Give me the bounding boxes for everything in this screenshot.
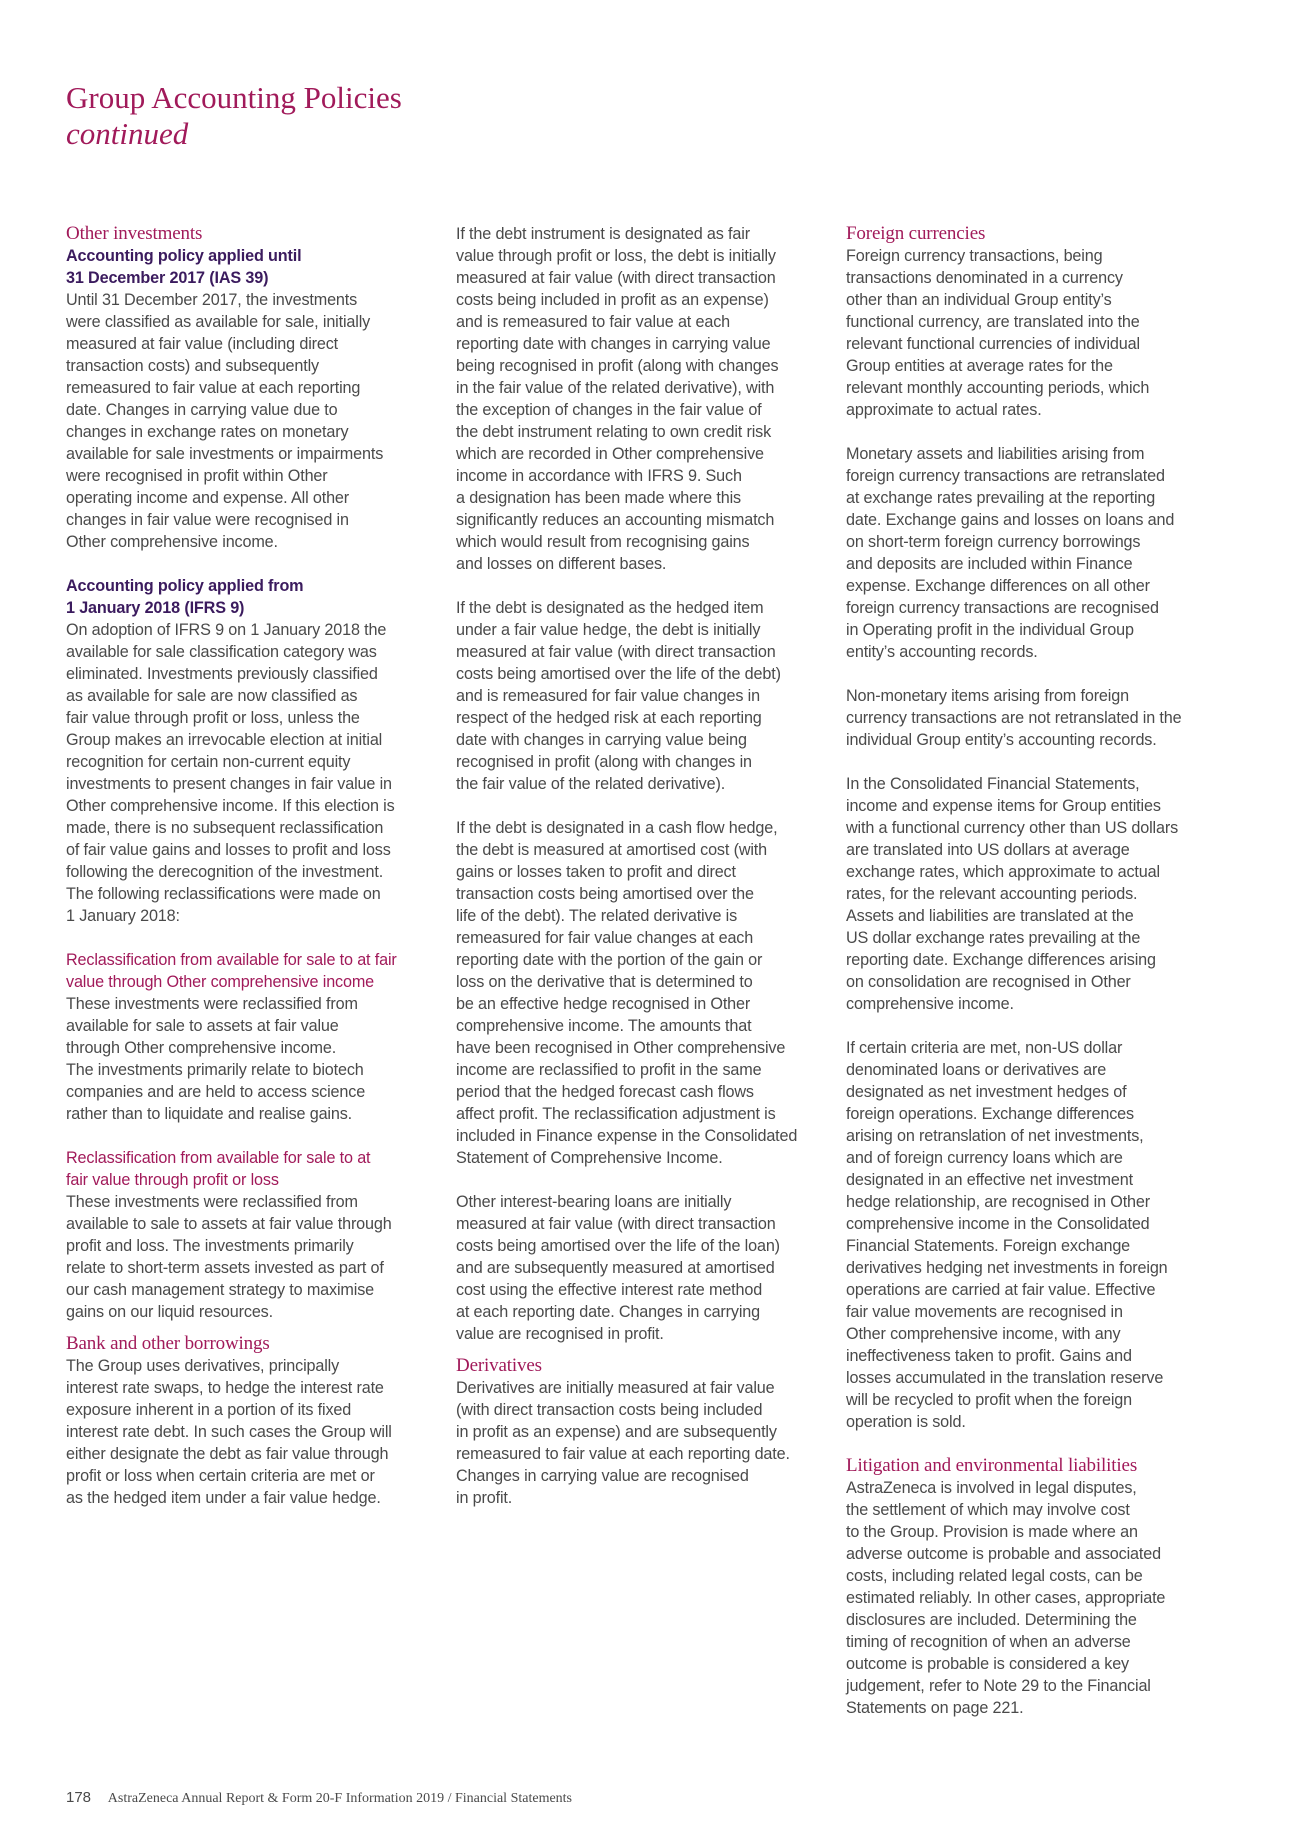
paragraph-fx-consolidation: In the Consolidated Financial Statements, income and expense items for Group entities with a functional currency other than US dollars are translated into US dollars at average exchange rates, which approximate to actual rates, for the relevant accounting periods. Assets and liabilities are translated at the US dollar exchange rates prevailing at the reporting date. Exchange differences arising on consolidation are recognised in Other comprehensive income. bbox=[846, 775, 1179, 1013]
column-1 bbox=[66, 223, 436, 1509]
subheading-reclass-oci: Reclassification from available for sale to at fair value through Other comprehensive income bbox=[66, 951, 397, 991]
subheading-policy-until-2017: Accounting policy applied until 31 December 2017 (IAS 39) bbox=[66, 247, 302, 287]
page-number: 178 bbox=[66, 1789, 92, 1806]
column-2 bbox=[456, 223, 826, 1509]
page-footer bbox=[66, 1789, 572, 1807]
paragraph-fx-transactions: Foreign currency transactions, being transactions denominated in a currency other than an individual Group entity’s functional currency, are translated into the relevant functional currencies of individual Group entities at average rates for the relevant monthly accounting periods, which approximate to actual rates. bbox=[846, 247, 1150, 419]
paragraph-debt-fair-value-hedge: If the debt is designated as the hedged item under a fair value hedge, the debt is initially measured at fair value (with direct transaction costs being amortised over the life of the debt) and is remeasured for fair value changes in respect of the hedged risk at each reporting date with changes in carrying value being recognised in profit (along with changes in the fair value of the related derivative). bbox=[456, 599, 781, 793]
section-title-litigation: Litigation and environmental liabilities bbox=[846, 1455, 1138, 1476]
paragraph-bank-borrowings: The Group uses derivatives, principally interest rate swaps, to hedge the interest rate exposure inherent in a portion of its fixed interest rate debt. In such cases the Group will either designate the debt as fair value through profit or loss when certain criteria are met or as the hedged item under a fair value hedge. bbox=[66, 1357, 392, 1507]
page-title-main: Group Accounting Policies bbox=[66, 80, 402, 115]
section-title-other-investments: Other investments bbox=[66, 223, 203, 244]
paragraph-debt-fvtpl: If the debt instrument is designated as fair value through profit or loss, the debt is initially measured at fair value (with direct transaction costs being included in profit as an expense) and is remeasured to fair value at each reporting date with changes in carrying value being recognised in profit (along with changes in the fair value of the related derivative), with the exception of changes in the fair value of the debt instrument relating to own credit risk which are recorded in Other comprehensive income in accordance with IFRS 9. Such a designation has been made where this significantly reduces an accounting mismatch which would result from recognising gains and losses on different bases. bbox=[456, 225, 779, 573]
footer-text: AstraZeneca Annual Report & Form 20-F Information 2019 / Financial Statements bbox=[107, 1791, 573, 1806]
paragraph-policy-from-2018: On adoption of IFRS 9 on 1 January 2018 the available for sale classification category was eliminated. Investments previously classified as available for sale are now classified as fair value through profit or loss, unless the Group makes an irrevocable election at initial recognition for certain non-current equity investments to present changes in fair value in Other comprehensive income. If this election is made, there is no subsequent reclassification of fair value gains and losses to profit and loss following the derecognition of the investment. The following reclassifications were made on 1 January 2018: bbox=[66, 621, 395, 925]
section-title-derivatives: Derivatives bbox=[456, 1355, 542, 1376]
paragraph-reclass-pl: These investments were reclassified from available to sale to assets at fair value through profit and loss. The investments primarily relate to short-term assets invested as part of our cash management strategy to maximise gains on our liquid resources. bbox=[66, 1193, 392, 1321]
paragraph-policy-until-2017: Until 31 December 2017, the investments were classified as available for sale, initially measured at fair value (including direct transaction costs) and subsequently remeasured to fair value at each reporting date. Changes in carrying value due to changes in exchange rates on monetary available for sale investments or impairments were recognised in profit within Other operating income and expense. All other changes in fair value were recognised in Other comprehensive income. bbox=[66, 291, 384, 551]
column-3 bbox=[846, 223, 1216, 1719]
page-subtitle: continued bbox=[66, 116, 189, 151]
paragraph-litigation: AstraZeneca is involved in legal disputes, the settlement of which may involve cost to the Group. Provision is made where an adverse outcome is probable and associated costs, including related legal costs, can be estimated reliably. In other cases, appropriate disclosures are included. Determining the timing of recognition of when an adverse outcome is probable is considered a key judgement, refer to Note 29 to the Financial Statements on page 221. bbox=[846, 1479, 1166, 1717]
paragraph-fx-non-monetary: Non-monetary items arising from foreign currency transactions are not retranslated in the individual Group entity’s accounting records. bbox=[846, 687, 1182, 749]
subheading-policy-from-2018: Accounting policy applied from 1 January 2018 (IFRS 9) bbox=[66, 577, 304, 617]
subheading-reclass-pl: Reclassification from available for sale to at fair value through profit or loss bbox=[66, 1149, 371, 1189]
page-title bbox=[66, 80, 402, 152]
section-title-foreign-currencies: Foreign currencies bbox=[846, 223, 986, 244]
paragraph-other-loans: Other interest-bearing loans are initially measured at fair value (with direct transaction costs being amortised over the life of the loan) and are subsequently measured at amortised cost using the effective interest rate method at each reporting date. Changes in carrying value are recognised in profit. bbox=[456, 1193, 780, 1343]
paragraph-fx-net-investment-hedges: If certain criteria are met, non-US dollar denominated loans or derivatives are designated as net investment hedges of foreign operations. Exchange differences arising on retranslation of net investments, and of foreign currency loans which are designated in an effective net investment hedge relationship, are recognised in Other comprehensive income in the Consolidated Financial Statements. Foreign exchange derivatives hedging net investments in foreign operations are carried at fair value. Effective fair value movements are recognised in Other comprehensive income, with any ineffectiveness taken to profit. Gains and losses accumulated in the translation reserve will be recycled to profit when the foreign operation is sold. bbox=[846, 1039, 1168, 1431]
paragraph-reclass-oci: These investments were reclassified from available for sale to assets at fair value through Other comprehensive income. The investments primarily relate to biotech companies and are held to access science rather than to liquidate and realise gains. bbox=[66, 995, 366, 1123]
paragraph-derivatives: Derivatives are initially measured at fair value (with direct transaction costs being included in profit as an expense) and are subsequently remeasured to fair value at each reporting date. Changes in carrying value are recognised in profit. bbox=[456, 1379, 790, 1507]
paragraph-debt-cash-flow-hedge: If the debt is designated in a cash flow hedge, the debt is measured at amortised cost (with gains or losses taken to profit and direct transaction costs being amortised over the life of the debt). The related derivative is remeasured for fair value changes at each reporting date with the portion of the gain or loss on the derivative that is determined to be an effective hedge recognised in Other comprehensive income. The amounts that have been recognised in Other comprehensive income are reclassified to profit in the same period that the hedged forecast cash flows affect profit. The reclassification adjustment is included in Finance expense in the Consolidated Statement of Comprehensive Income. bbox=[456, 819, 798, 1167]
paragraph-fx-monetary: Monetary assets and liabilities arising from foreign currency transactions are retranslated at exchange rates prevailing at the reporting date. Exchange gains and losses on loans and on short-term foreign currency borrowings and deposits are included within Finance expense. Exchange differences on all other foreign currency transactions are recognised in Operating profit in the individual Group entity’s accounting records. bbox=[846, 445, 1175, 661]
section-title-bank-borrowings: Bank and other borrowings bbox=[66, 1333, 270, 1354]
